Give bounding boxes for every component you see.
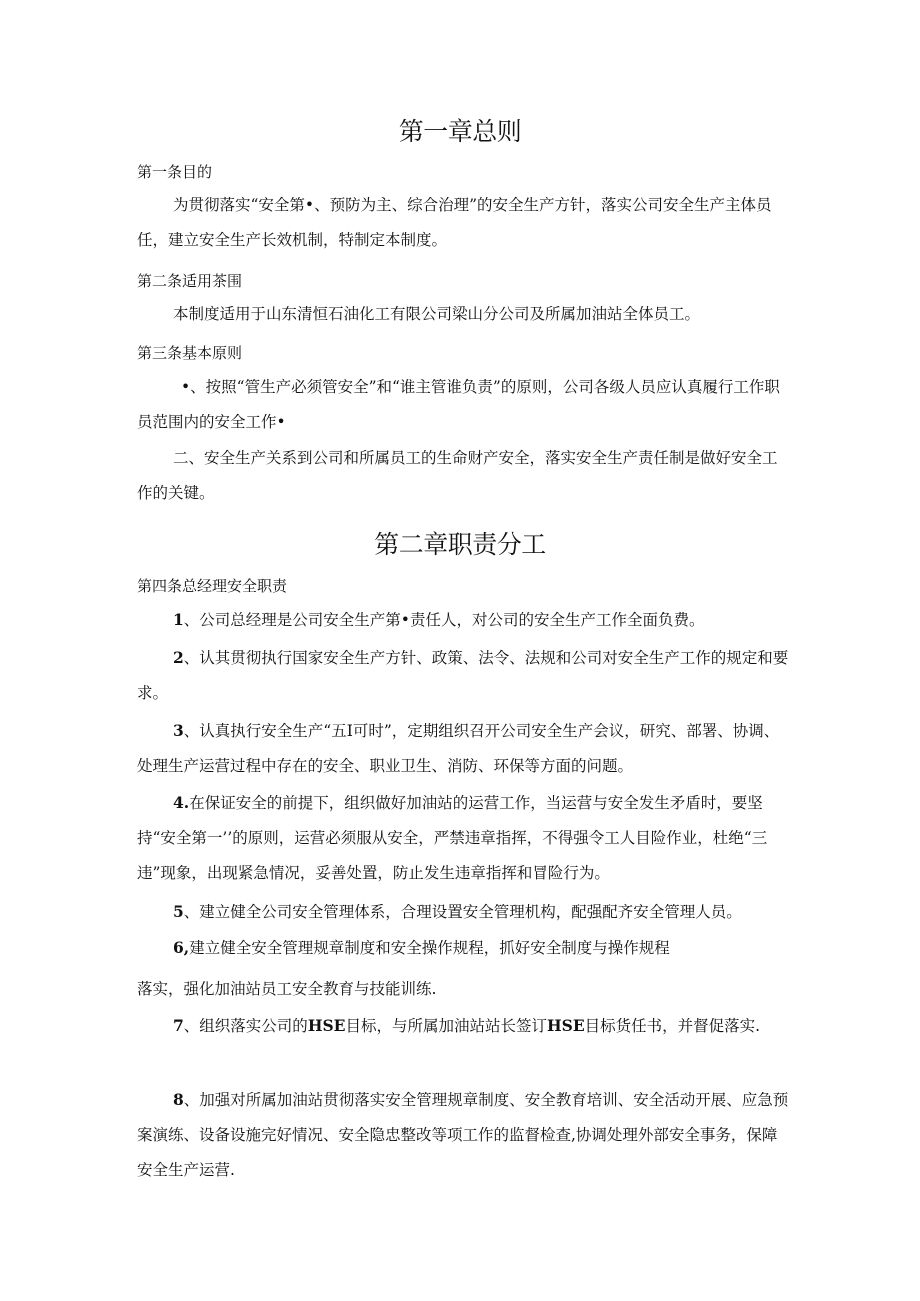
item-text: 目标，与所属加油站站长签订 [345,1017,547,1035]
item-number: 4. [173,793,190,812]
hse-term: HSE [546,1016,585,1035]
item-text: 、公司总经理是公司安全生产第•责任人，对公司的安全生产工作全面负费。 [183,611,705,629]
article-4-item-7 [137,1008,792,1044]
article-3-heading: 第三条基本原则 [137,344,243,362]
article-2-text: 本制度适用于山东清恒石油化工有限公司梁山分公司及所属加油站全体员工。 [173,305,701,323]
item-text: 、认其贯彻执行国家安全生产方针、政策、法令、法规和公司对安全生产工作的规定和要求。 [137,649,789,702]
article-1-heading: 第一条目的 [137,163,213,181]
item-text: 、建立健全公司安全管理体系，合理设置安全管理机构，配强配齐安全管理人员。 [183,903,742,921]
item-number: 6, [173,938,190,957]
article-4-item-3 [137,713,792,784]
article-4-item-1 [137,602,792,638]
article-4-item-6-line-1 [173,930,670,966]
item-number: 7 [173,1016,184,1035]
item-text: 建立健全安全管理规章制度和安全操作规程，抓好安全制度与操作规程 [189,939,670,957]
article-4-item-4 [137,785,792,891]
article-4-item-2 [137,640,792,711]
chapter-2-title: 第二章职责分工 [374,530,546,559]
article-3-item-1: •、按照“管生产必须管安全”和“谁主管谁负责”的原则，公司各级人员应认真履行工作职员范围内的安全工作• [137,378,780,431]
item-text: 、组织落实公司的 [183,1017,308,1035]
item-text: 目标货任书，并督促落实. [584,1017,761,1035]
item-text: 、认真执行安全生产“五I可时”，定期组织召开公司安全生产会议，研究、部署、协调、处理生产运营过程中存在的安全、职业卫生、消防、环保等方面的问题。 [137,722,780,775]
article-4-item-8 [137,1082,792,1188]
hse-term: HSE [307,1016,346,1035]
item-number: 2 [173,648,184,667]
article-2-heading: 第二条适用茶围 [137,272,243,290]
item-number: 8 [173,1090,184,1109]
article-4-item-6-line-2: 落实，强化加油站员工安全教育与技能训练. [137,980,437,998]
item-text: 在保证安全的前提下，组织做好加油站的运营工作，当运营与安全发生矛盾时，要坚持“安全第一’’的原则，运营必须服从安全，严禁违章指挥，不得强令工人目险作业，杜绝“三违”现象，出现紧急情况，妥善处置，防止发生违章指挥和冒险行为。 [137,794,768,882]
article-4-item-5 [137,894,792,930]
item-number: 1 [173,610,184,629]
item-number: 3 [173,721,184,740]
chapter-1-title: 第一章总则 [398,117,522,146]
article-1-text: 为贯彻落实“安全第•、预防为主、综合治理”的安全生产方针，落实公司安全生产主体员任，建立安全生产长效机制，特制定本制度。 [137,196,772,249]
article-4-heading: 第四条总经理安全职责 [137,577,288,595]
article-3-item-2: 二、安全生产关系到公司和所属员工的生命财产安全，落实安全生产责任制是做好安全工作的关键。 [137,449,778,502]
item-number: 5 [173,902,184,921]
item-text: 、加强对所属加油站贯彻落实安全管理规章制度、安全教育培训、安全活动开展、应急预案演练、设备设施完好情况、安全隐忠整改等项工作的监督检查,协调处理外部安全事务，保障安全生产运营. [137,1091,789,1179]
